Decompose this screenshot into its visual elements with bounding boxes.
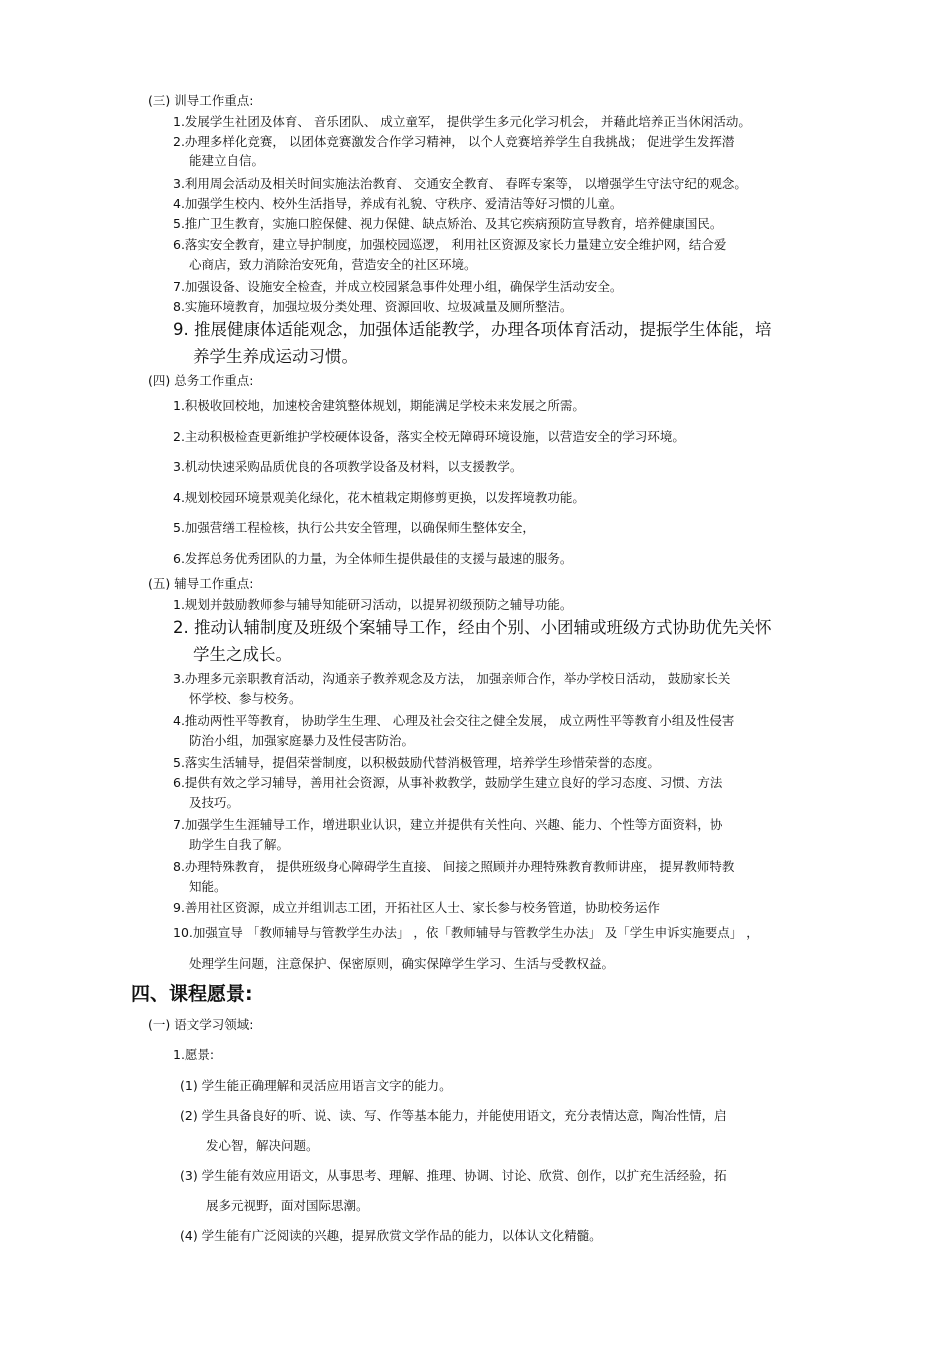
curriculum-vision-heading: 四、课程愿景: (131, 983, 253, 1005)
list-item-continuation: 心商店，致力消除治安死角，营造安全的社区环境。 (189, 257, 477, 272)
list-item: 3.机动快速采购品质优良的各项教学设备及材料，以支援教学。 (173, 459, 523, 474)
list-item-continuation: 知能。 (189, 879, 227, 894)
list-item-continuation: 怀学校、参与校务。 (189, 691, 302, 706)
section-5-heading: (五) 辅导工作重点: (148, 576, 254, 591)
list-item: 5.推广卫生教育，实施口腔保健、视力保健、缺点矫治、及其它疾病预防宣导教育，培养健康国民。 (173, 216, 723, 231)
list-item-continuation: 发心智，解决问题。 (206, 1138, 319, 1153)
list-item: 7.加强设备、设施安全检查，并成立校园紧急事件处理小组，确保学生活动安全。 (173, 279, 623, 294)
list-item: 4.推动两性平等教育， 协助学生生理、 心理及社会交往之健全发展， 成立两性平等教育小组及性侵害 (173, 713, 735, 728)
list-item: (4) 学生能有广泛阅读的兴趣，提昇欣赏文学作品的能力，以体认文化精髓。 (180, 1228, 602, 1243)
list-item: 1.规划并鼓励教师参与辅导知能研习活动，以提昇初级预防之辅导功能。 (173, 597, 573, 612)
list-item: 7.加强学生生涯辅导工作，增进职业认识，建立并提供有关性向、兴趣、能力、个性等方面资料，协 (173, 817, 723, 832)
list-item: 5.加强营缮工程检核，执行公共安全管理，以确保师生整体安全， (173, 520, 535, 535)
list-item-continuation: 及技巧。 (189, 795, 240, 810)
list-item: 6.落实安全教育，建立导护制度，加强校园巡逻， 利用社区资源及家长力量建立安全维护网，结合爱 (173, 237, 727, 252)
list-item: (2) 学生具备良好的听、说、读、写、作等基本能力，并能使用语文，充分表情达意，陶冶性情，启 (180, 1108, 727, 1123)
list-item-continuation: 助学生自我了解。 (189, 837, 290, 852)
list-item: 5.落实生活辅导，提倡荣誉制度，以积极鼓励代替消极管理，培养学生珍惜荣誉的态度。 (173, 755, 660, 770)
list-item: 4.规划校园环境景观美化绿化，花木植栽定期修剪更换，以发挥境教功能。 (173, 490, 585, 505)
list-item: 8.实施环境教育，加强垃圾分类处理、资源回收、垃圾减量及厕所整洁。 (173, 299, 573, 314)
list-item: (1) 学生能正确理解和灵活应用语言文字的能力。 (180, 1078, 452, 1093)
section-3-heading: (三) 训导工作重点: (148, 93, 254, 108)
list-item-continuation: 能建立自信。 (189, 153, 265, 168)
list-item: 2.主动积极检查更新维护学校硬体设备，落实全校无障碍环境设施，以营造安全的学习环境。 (173, 429, 685, 444)
list-item: 10.加强宣导 「教师辅导与管教学生办法」 ，依「教师辅导与管教学生办法」 及「学生申诉实施要点」 ， (173, 925, 759, 940)
list-item: 2. 推动认辅制度及班级个案辅导工作，经由个别、小团辅或班级方式协助优先关怀 (173, 618, 772, 637)
list-item: 4.加强学生校内、校外生活指导，养成有礼貌、守秩序、爱清洁等好习惯的儿童。 (173, 196, 623, 211)
section-4-heading: (四) 总务工作重点: (148, 373, 254, 388)
list-item: 2.办理多样化竞赛， 以团体竞赛激发合作学习精神， 以个人竞赛培养学生自我挑战； 促进学生发挥潜 (173, 134, 735, 149)
list-item: 1.积极收回校地，加速校舍建筑整体规划，期能满足学校未来发展之所需。 (173, 398, 585, 413)
language-domain-heading: (一) 语文学习领域: (148, 1017, 254, 1032)
vision-label: 1.愿景: (173, 1047, 215, 1062)
list-item: 6.发挥总务优秀团队的力量，为全体师生提供最佳的支援与最速的服务。 (173, 551, 573, 566)
list-item: 3.办理多元亲职教育活动，沟通亲子教养观念及方法， 加强亲师合作，举办学校日活动， 鼓励家长关 (173, 671, 731, 686)
list-item: 9. 推展健康体适能观念，加强体适能教学，办理各项体育活动，提振学生体能，培 (173, 320, 772, 339)
list-item-continuation: 学生之成长。 (193, 645, 292, 664)
list-item: (3) 学生能有效应用语文，从事思考、理解、推理、协调、讨论、欣赏、创作，以扩充生活经验，拓 (180, 1168, 727, 1183)
list-item-continuation: 防治小组，加强家庭暴力及性侵害防治。 (189, 733, 415, 748)
list-item: 8.办理特殊教育， 提供班级身心障碍学生直接、 间接之照顾并办理特殊教育教师讲座， 提昇教师特教 (173, 859, 735, 874)
list-item: 6.提供有效之学习辅导，善用社会资源，从事补救教学，鼓励学生建立良好的学习态度、习惯、方法 (173, 775, 723, 790)
list-item-continuation: 养学生养成运动习惯。 (193, 347, 358, 366)
list-item-continuation: 处理学生问题，注意保护、保密原则，确实保障学生学习、生活与受教权益。 (189, 956, 615, 971)
list-item: 9.善用社区资源，成立并组训志工团，开拓社区人士、家长参与校务管道，协助校务运作 (173, 900, 660, 915)
list-item: 1.发展学生社团及体育、 音乐团队、 成立童军， 提供学生多元化学习机会， 并藉此培养正当休闲活动。 (173, 114, 751, 129)
list-item: 3.利用周会活动及相关时间实施法治教育、 交通安全教育、 春晖专案等， 以增强学生守法守纪的观念。 (173, 176, 747, 191)
list-item-continuation: 展多元视野，面对国际思潮。 (206, 1198, 369, 1213)
